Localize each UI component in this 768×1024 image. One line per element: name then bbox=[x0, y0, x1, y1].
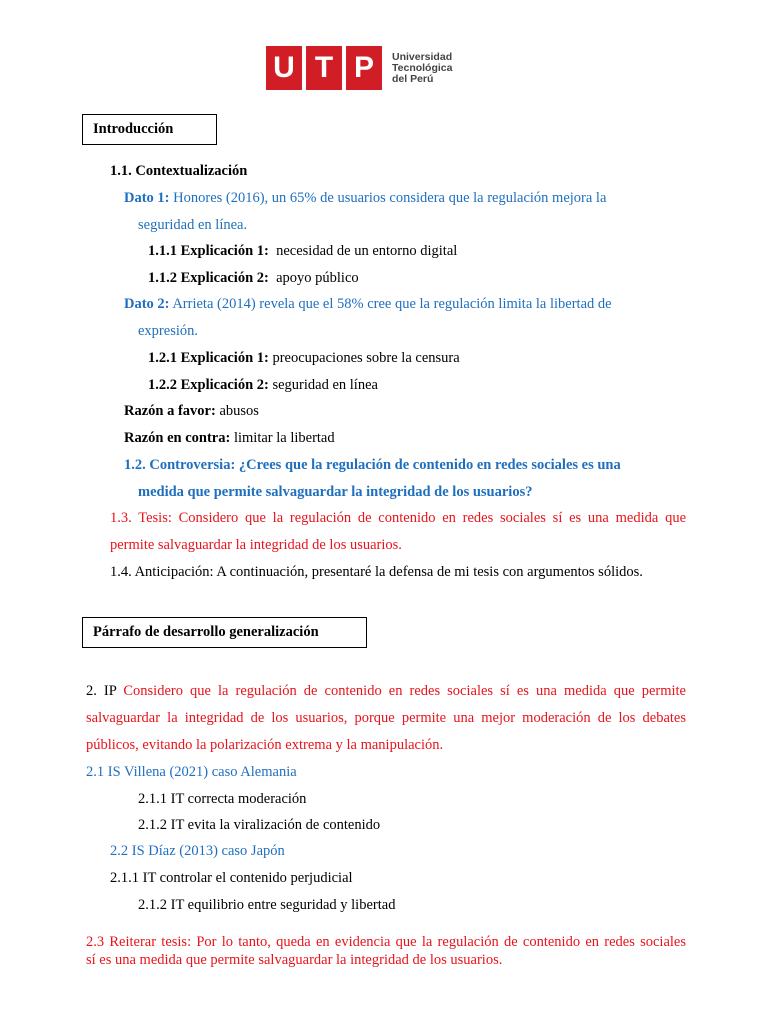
dato2-text-b: expresión. bbox=[138, 323, 198, 339]
razon-favor-label: Razón a favor: bbox=[124, 403, 216, 419]
razon-contra-label: Razón en contra: bbox=[124, 430, 231, 446]
logo-letter-p: P bbox=[346, 46, 382, 90]
razon-favor-line bbox=[124, 403, 259, 420]
exp122-line bbox=[148, 377, 378, 394]
desarrollo-heading-box bbox=[82, 617, 367, 648]
anticipacion-line: 1.4. Anticipación: A continuación, presentaré la defensa de mi tesis con argumentos sólidos. bbox=[110, 564, 643, 580]
dato1-label: Dato 1: bbox=[124, 190, 170, 206]
it211-line: 2.1.1 IT correcta moderación bbox=[138, 791, 307, 807]
dato2-line bbox=[124, 296, 612, 313]
logo-letter-t: T bbox=[306, 46, 342, 90]
logo-letter-u: U bbox=[266, 46, 302, 90]
controversia-line-b: medida que permite salvaguardar la integridad de los usuarios? bbox=[138, 484, 533, 500]
ip-text-a: Considero que la regulación de contenido en redes sociales sí es una medida que permite bbox=[123, 683, 686, 699]
desarrollo-heading: Párrafo de desarrollo generalización bbox=[93, 624, 319, 640]
dato1-text-a: Honores (2016), un 65% de usuarios considera que la regulación mejora la bbox=[169, 190, 607, 206]
ip-line-b: salvaguardar la integridad de los usuarios, porque permite una mejor moderación de los debates bbox=[86, 710, 686, 726]
logo-text-line3: del Perú bbox=[392, 72, 434, 85]
dato1-line bbox=[124, 190, 606, 207]
it212-line: 2.1.2 IT evita la viralización de contenido bbox=[138, 817, 381, 833]
it222-line: 2.1.2 IT equilibrio entre seguridad y libertad bbox=[138, 897, 396, 913]
exp111-label: 1.1.1 Explicación 1: bbox=[148, 243, 269, 259]
logo-text-line1: Universidad bbox=[392, 50, 453, 63]
exp112-label: 1.1.2 Explicación 2: bbox=[148, 270, 269, 286]
exp111-text: necesidad de un entorno digital bbox=[268, 243, 458, 259]
utp-logo bbox=[266, 46, 452, 90]
exp111-line bbox=[148, 243, 457, 260]
ip-line-c: públicos, evitando la polarización extrema y la manipulación. bbox=[86, 737, 444, 753]
intro-heading-box bbox=[82, 114, 217, 145]
logo-text bbox=[392, 52, 452, 85]
razon-contra-line bbox=[124, 430, 335, 447]
reiterar-line-a: 2.3 Reiterar tesis: Por lo tanto, queda en evidencia que la regulación de contenido en redes sociales bbox=[86, 934, 686, 950]
exp121-line bbox=[148, 350, 460, 367]
contextualizacion-heading: 1.1. Contextualización bbox=[110, 163, 248, 179]
tesis-line-b: permite salvaguardar la integridad de los usuarios. bbox=[110, 537, 402, 553]
is22-line: 2.2 IS Díaz (2013) caso Japón bbox=[110, 843, 285, 859]
razon-favor-text: abusos bbox=[215, 403, 259, 419]
exp112-line bbox=[148, 270, 359, 287]
it221-line: 2.1.1 IT controlar el contenido perjudicial bbox=[110, 870, 353, 886]
exp121-label: 1.2.1 Explicación 1: bbox=[148, 350, 269, 366]
tesis-line-a: 1.3. Tesis: Considero que la regulación de contenido en redes sociales sí es una medida que bbox=[110, 510, 686, 526]
reiterar-line-b: sí es una medida que permite salvaguardar la integridad de los usuarios. bbox=[86, 952, 503, 968]
dato1-text-b: seguridad en línea. bbox=[138, 217, 248, 233]
exp122-text: seguridad en línea bbox=[268, 377, 378, 393]
ip-prefix: 2. IP bbox=[86, 683, 124, 699]
dato2-label: Dato 2: bbox=[124, 296, 170, 312]
controversia-line-a: 1.2. Controversia: ¿Crees que la regulación de contenido en redes sociales es una bbox=[124, 457, 621, 473]
exp112-text: apoyo público bbox=[268, 270, 359, 286]
exp121-text: preocupaciones sobre la censura bbox=[268, 350, 460, 366]
dato2-text-a: Arrieta (2014) revela que el 58% cree que la regulación limita la libertad de bbox=[169, 296, 612, 312]
ip-line-a bbox=[86, 683, 686, 700]
exp122-label: 1.2.2 Explicación 2: bbox=[148, 377, 269, 393]
intro-heading: Introducción bbox=[93, 121, 174, 137]
razon-contra-text: limitar la libertad bbox=[230, 430, 335, 446]
is21-line: 2.1 IS Villena (2021) caso Alemania bbox=[86, 764, 297, 780]
logo-text-line2: Tecnológica bbox=[392, 61, 453, 74]
